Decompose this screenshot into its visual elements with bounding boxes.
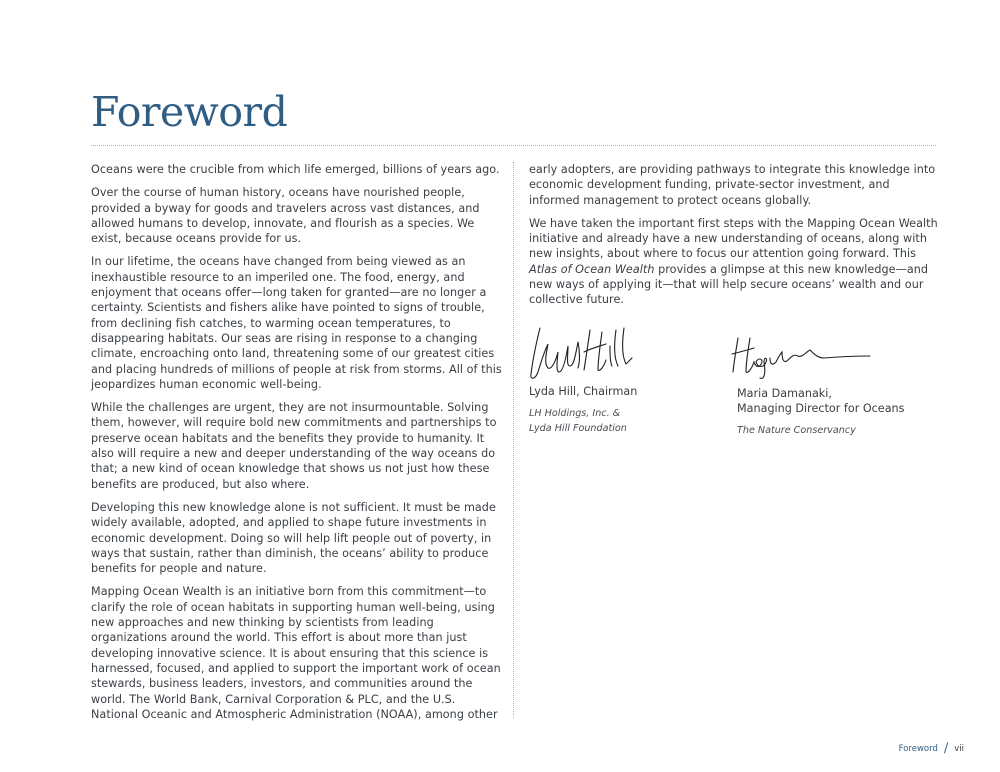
signer-name: Lyda Hill, Chairman: [529, 385, 638, 398]
paragraph: [529, 216, 941, 308]
paragraph: Over the course of human history, oceans have nourished people, provided a byway for goods and travelers across vast distances, and allowed humans to develop, innovate, and flourish as a species. We exist, because oceans provide for us.: [91, 186, 480, 246]
paragraph: In our lifetime, the oceans have changed from being viewed as an inexhaustible resource to an imperiled one. The food, energy, and enjoyment that oceans offer—long taken for granted—are no longer a certainty. Scientists and fishers alike have pointed to signs of trouble, from declining fish catches, to warming ocean temperatures, to disappearing habitats. Our seas are rising in response to a changing climate, encroaching onto land, threatening some of our greatest cities and placing hundreds of millions of people at risk from storms. All of this jeopardizes human economic well-being.: [91, 255, 502, 391]
footer-section: Foreword: [898, 744, 938, 754]
paragraph-text: provides a glimpse at this new knowledge—and new ways of applying it—that will help secure oceans’ wealth and our collective future.: [529, 262, 929, 307]
signer-organization: LH Holdings, Inc. &: [529, 408, 621, 419]
page-title: Foreword: [91, 88, 288, 136]
paragraph-text: We have taken the important first steps with the Mapping Ocean Wealth initiative and already have a new understanding of oceans, along with new insights, about where to focus our attention going forward. This: [529, 216, 938, 261]
signer-name: Maria Damanaki,: [737, 387, 832, 400]
signer-organization: Lyda Hill Foundation: [529, 423, 627, 434]
lyda-hill-signature: [526, 322, 638, 386]
signer-organization: The Nature Conservancy: [737, 425, 856, 436]
atlas-title: Atlas of Ocean Wealth: [529, 262, 655, 276]
title-divider: [91, 145, 936, 146]
page-number: vii: [954, 744, 964, 754]
paragraph: Mapping Ocean Wealth is an initiative born from this commitment—to clarify the role of ocean habitats in supporting human well-being, using new approaches and new thinking by scientists from leading organizations around the world. This effort is about more than just developing innovative science. It is about ensuring that this science is harnessed, focused, and applied to support the important work of ocean stewards, business leaders, investors, and communities around the world. The World Bank, Carnival Corporation & PLC, and the U.S. National Oceanic and Atmospheric Administration (NOAA), among other: [91, 585, 501, 721]
paragraph: Developing this new knowledge alone is not sufficient. It must be made widely available, adopted, and applied to shape future investments in economic development. Doing so will help lift people out of poverty, in ways that sustain, rather than diminish, the oceans’ ability to produce benefits for people and nature.: [91, 500, 496, 576]
signer-title: Managing Director for Oceans: [737, 402, 905, 415]
right-column: [529, 162, 941, 316]
paragraph: early adopters, are providing pathways to integrate this knowledge into economic development funding, private-sector investment, and informed management to protect oceans globally.: [529, 163, 936, 207]
left-column: [91, 162, 504, 730]
page-footer: [899, 740, 964, 755]
footer-separator: /: [943, 741, 949, 756]
column-divider: [513, 162, 514, 718]
paragraph: Oceans were the crucible from which life emerged, billions of years ago.: [91, 163, 500, 176]
paragraph: While the challenges are urgent, they are not insurmountable. Solving them, however, will require bold new commitments and partnerships to preserve ocean habitats and the benefits they provide to humanity. It also will require a new and deeper understanding of the way oceans do that; a new kind of ocean knowledge that shows us not just how these benefits are produced, but also where.: [91, 401, 497, 491]
maria-damanaki-signature: [728, 332, 874, 382]
